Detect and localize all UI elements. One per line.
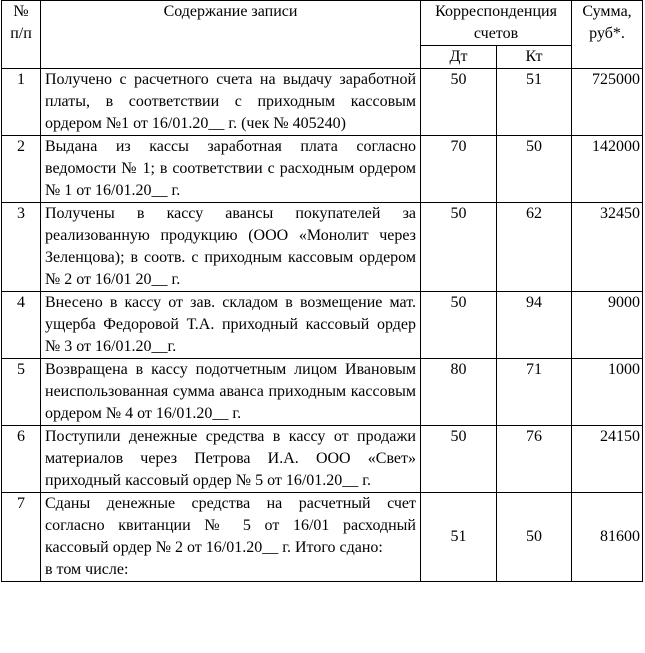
row-text: Поступили денежные средства в кассу от продажи материалов через Петрова И.А. ООО «Свет» приходный кассовый ордер № 5 от 16/01.20__ г. xyxy=(41,426,421,493)
row-dt: 50 xyxy=(421,203,497,292)
table-row xyxy=(2,493,643,582)
row-text: Получены в кассу авансы покупателей за реализованную продукцию (ООО «Монолит через Зеленцова); в соотв. с приходным кассовым ордером № 2 от 16/01 20__ г. xyxy=(41,203,421,292)
row-num: 6 xyxy=(2,426,41,493)
header-dt: Дт xyxy=(421,46,497,69)
row-kt: 50 xyxy=(497,136,572,203)
row-kt: 94 xyxy=(497,292,572,359)
row-dt: 80 xyxy=(421,359,497,426)
row-text: Сданы денежные средства на расчетный счет согласно квитанции № 5 от 16/01 расходный кассовый ордер № 2 от 16/01.20__ г. Итого сдано: в том числе: xyxy=(41,493,421,582)
row-sum: 24150 xyxy=(572,426,643,493)
row-sum: 725000 xyxy=(572,69,643,136)
row-num: 1 xyxy=(2,69,41,136)
table-row xyxy=(2,136,643,203)
header-num: № п/п xyxy=(2,1,41,69)
row-dt: 70 xyxy=(421,136,497,203)
row-dt: 50 xyxy=(421,426,497,493)
row-kt: 71 xyxy=(497,359,572,426)
row-text: Получено с расчетного счета на выдачу заработной платы, в соответствии с приходным кассовым ордером №1 от 16/01.20__ г. (чек № 405240) xyxy=(41,69,421,136)
row-dt: 50 xyxy=(421,292,497,359)
row-sum: 32450 xyxy=(572,203,643,292)
table-row xyxy=(2,426,643,493)
header-correspondence: Корреспонденция счетов xyxy=(421,1,572,46)
row-sum: 9000 xyxy=(572,292,643,359)
row-kt: 62 xyxy=(497,203,572,292)
header-kt: Кт xyxy=(497,46,572,69)
header-sum: Сумма, руб*. xyxy=(572,1,643,69)
header-content: Содержание записи xyxy=(41,1,421,69)
table-row xyxy=(2,359,643,426)
row-num: 4 xyxy=(2,292,41,359)
row-kt: 50 xyxy=(497,493,572,582)
row-sum: 1000 xyxy=(572,359,643,426)
header-row xyxy=(2,1,643,46)
row-text: Выдана из кассы заработная плата согласно ведомости № 1; в соответствии с расходным ордером № 1 от 16/01.20__ г. xyxy=(41,136,421,203)
table-row xyxy=(2,203,643,292)
row-sum: 81600 xyxy=(572,493,643,582)
table-row xyxy=(2,69,643,136)
row-num: 2 xyxy=(2,136,41,203)
journal-table xyxy=(1,0,643,582)
row-kt: 76 xyxy=(497,426,572,493)
row-kt: 51 xyxy=(497,69,572,136)
row-dt: 51 xyxy=(421,493,497,582)
row-dt: 50 xyxy=(421,69,497,136)
row-text: Внесено в кассу от зав. складом в возмещение мат. ущерба Федоровой Т.А. приходный кассовый ордер № 3 от 16/01.20__г. xyxy=(41,292,421,359)
row-num: 3 xyxy=(2,203,41,292)
row-text: Возвращена в кассу подотчетным лицом Ивановым неиспользованная сумма аванса приходным кассовым ордером № 4 от 16/01.20__ г. xyxy=(41,359,421,426)
table-row xyxy=(2,292,643,359)
row-num: 5 xyxy=(2,359,41,426)
row-sum: 142000 xyxy=(572,136,643,203)
row-num: 7 xyxy=(2,493,41,582)
